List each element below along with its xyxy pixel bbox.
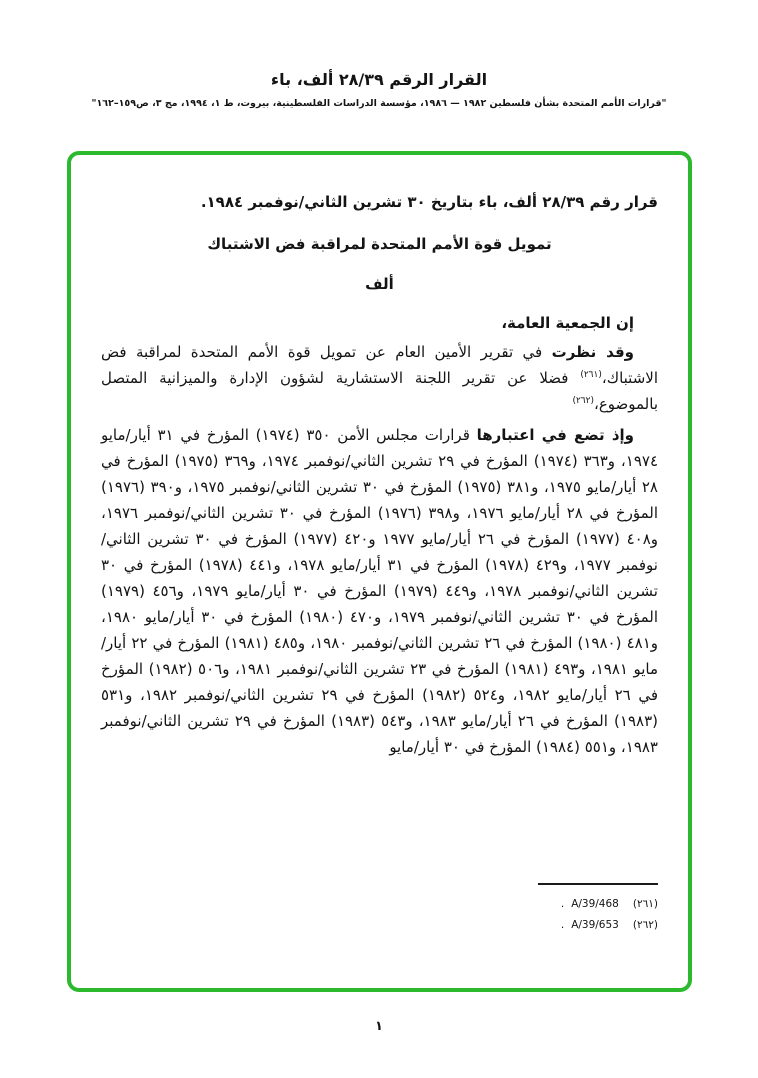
resolution-frame [67, 151, 692, 992]
bearing-text: قرارات مجلس الأمن ٣٥٠ (١٩٧٤) المؤرخ في ٣١ أيار/مايو ١٩٧٤، و٣٦٣ (١٩٧٤) المؤرخ في ٢٩ تشرين الثاني/نوفمبر ١٩٧٤، و٣٦٩ (١٩٧٥) المؤرخ في ٢٨ أيار/مايو ١٩٧٥، و٣٨١ (١٩٧٥) المؤرخ في ٣٠ تشرين الثاني/نوفمبر ١٩٧٥، و٣٩٠ (١٩٧٦) المؤرخ في ٢٨ أيار/مايو ١٩٧٦، و٣٩٨ (١٩٧٦) المؤرخ في ٣٠ تشرين الثاني/نوفمبر ١٩٧٦، و٤٠٨ (١٩٧٧) المؤرخ في ٢٦ أيار/مايو ١٩٧٧ و٤٢٠ (١٩٧٧) المؤرخ في ٣٠ تشرين الثاني/نوفمبر ١٩٧٧، و٤٢٩ (١٩٧٨) المؤرخ في ٣١ أيار/مايو ١٩٧٨، و٤٤١ (١٩٧٨) المؤرخ في ٣٠ تشرين الثاني/نوفمبر ١٩٧٨، و٤٤٩ (١٩٧٩) المؤرخ في ٣٠ أيار/مايو ١٩٧٩، و٤٥٦ (١٩٧٩) المؤرخ في ٣٠ تشرين الثاني/نوفمبر ١٩٧٩، و٤٧٠ (١٩٨٠) المؤرخ في ٣٠ أيار/مايو ١٩٨٠، و٤٨١ (١٩٨٠) المؤرخ في ٢٦ تشرين الثاني/نوفمبر ١٩٨٠، و٤٨٥ (١٩٨١) المؤرخ في ٢٢ أيار/مايو ١٩٨١، و٤٩٣ (١٩٨١) المؤرخ في ٢٣ تشرين الثاني/نوفمبر ١٩٨١، و٥٠٦ (١٩٨٢) المؤرخ في ٢٦ أيار/مايو ١٩٨٢، و٥٢٤ (١٩٨٢) المؤرخ في ٢٩ تشرين الثاني/نوفمبر ١٩٨٢، و٥٣١ (١٩٨٣) المؤرخ في ٢٦ أيار/مايو ١٩٨٣، و٥٤٣ (١٩٨٣) المؤرخ في ٢٩ تشرين الثاني/نوفمبر ١٩٨٣، و٥٥١ (١٩٨٤) المؤرخ في ٣٠ أيار/مايو [101, 426, 659, 756]
footnotes-block [538, 883, 658, 936]
footnote-reference: A/39/653 [571, 919, 619, 931]
preamble-intro: إن الجمعية العامة، [501, 314, 634, 332]
bearing-lead: وإذ تضع في اعتبارها [476, 426, 635, 444]
footnote-reference: A/39/468 [571, 898, 619, 910]
footnote-marker-261-inline: (٢٦١) [580, 370, 602, 380]
source-citation: "قرارات الأمم المتحدة بشأن فلسطين ١٩٨٢ — ١٩٨٦، مؤسسة الدراسات الفلسطينية، بيروت، ط ١، ١٩٩٤، مج ٣، ص١٥٩–١٦٢" [91, 98, 667, 109]
footnote-marker: (٢٦١) [632, 898, 658, 910]
footnote-marker-262-inline: (٢٦٢) [572, 396, 594, 406]
footnote-marker: (٢٦٢) [632, 919, 658, 931]
considered-lead: وقد نظرت [551, 343, 634, 361]
section-label: ألف [365, 275, 394, 293]
preamble-bearing [101, 422, 658, 760]
considered-text-1: في تقرير الأمين العام عن تمويل قوة الأمم المتحدة لمراقبة فض الاشتباك، [101, 343, 658, 387]
resolution-subject: تمويل قوة الأمم المتحدة لمراقبة فض الاشتباك [207, 235, 552, 253]
considered-text-2: فضلا عن تقرير اللجنة الاستشارية لشؤون الإدارة والميزانية المتصل بالموضوع، [101, 369, 658, 413]
footnote-item-261 [538, 894, 658, 915]
footnote-period: . [560, 919, 565, 931]
page-number: ١ [375, 1019, 383, 1034]
resolution-heading: قرار رقم ٢٨/٣٩ ألف، باء بتاريخ ٣٠ تشرين الثاني/نوفمبر ١٩٨٤. [200, 193, 658, 211]
preamble-considered [101, 339, 658, 417]
footnote-period: . [560, 898, 565, 910]
footnote-separator-rule [538, 883, 658, 885]
footnote-item-262 [538, 915, 658, 936]
page-title: القرار الرقم ٢٨/٣٩ ألف، باء [270, 70, 488, 89]
page-header [0, 70, 758, 109]
